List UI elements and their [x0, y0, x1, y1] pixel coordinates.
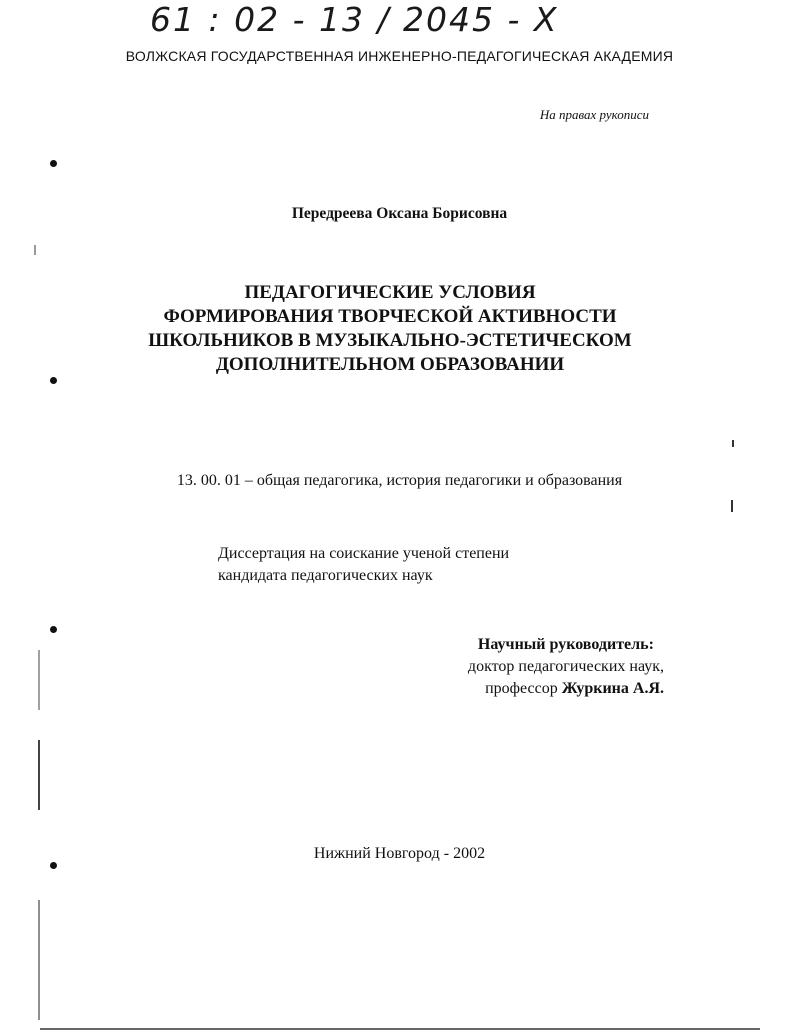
supervisor-heading: Научный руководитель: [477, 636, 654, 653]
title-line: ФОРМИРОВАНИЯ ТВОРЧЕСКОЙ АКТИВНОСТИ [163, 306, 617, 327]
title-line: ДОПОЛНИТЕЛЬНОМ ОБРАЗОВАНИИ [215, 354, 565, 375]
degree-line: Диссертация на соискание ученой степени [218, 545, 510, 562]
scan-speck [731, 500, 733, 512]
binding-hole-mark [50, 626, 57, 633]
scan-speck [34, 245, 36, 255]
rights-note: На правах рукописи [539, 107, 649, 122]
scan-speck [732, 440, 734, 447]
scan-edge-line [38, 650, 40, 710]
author-name: Передреева Оксана Борисовна [291, 205, 508, 222]
handwritten-catalog-number: 61 : 02 - 13 / 2045 - X [150, 0, 559, 39]
supervisor-name: Журкина А.Я. [561, 680, 664, 697]
title-line: ШКОЛЬНИКОВ В МУЗЫКАЛЬНО-ЭСТЕТИЧЕСКОМ [148, 330, 632, 351]
binding-hole-mark [50, 377, 57, 384]
city-year: Нижний Новгород - 2002 [313, 845, 486, 862]
degree-line: кандидата педагогических наук [218, 567, 433, 584]
scan-edge-line [38, 900, 40, 1020]
scan-edge-line [38, 740, 40, 810]
dissertation-title [120, 281, 660, 377]
degree-statement [218, 543, 509, 587]
supervisor-degree: доктор педагогических наук, [467, 658, 664, 675]
binding-hole-mark [50, 862, 57, 869]
supervisor-block [468, 634, 664, 700]
supervisor-rank: профессор [485, 680, 558, 697]
institution-name: ВОЛЖСКАЯ ГОСУДАРСТВЕННАЯ ИНЖЕНЕРНО-ПЕДАГОГИЧЕСКАЯ АКАДЕМИЯ [125, 48, 674, 64]
scan-bottom-edge [40, 1028, 760, 1030]
supervisor-title-line [468, 678, 664, 700]
binding-hole-mark [50, 160, 57, 167]
title-line: ПЕДАГОГИЧЕСКИЕ УСЛОВИЯ [244, 282, 536, 303]
specialty-code: 13. 00. 01 – общая педагогика, история педагогики и образования [176, 472, 623, 489]
